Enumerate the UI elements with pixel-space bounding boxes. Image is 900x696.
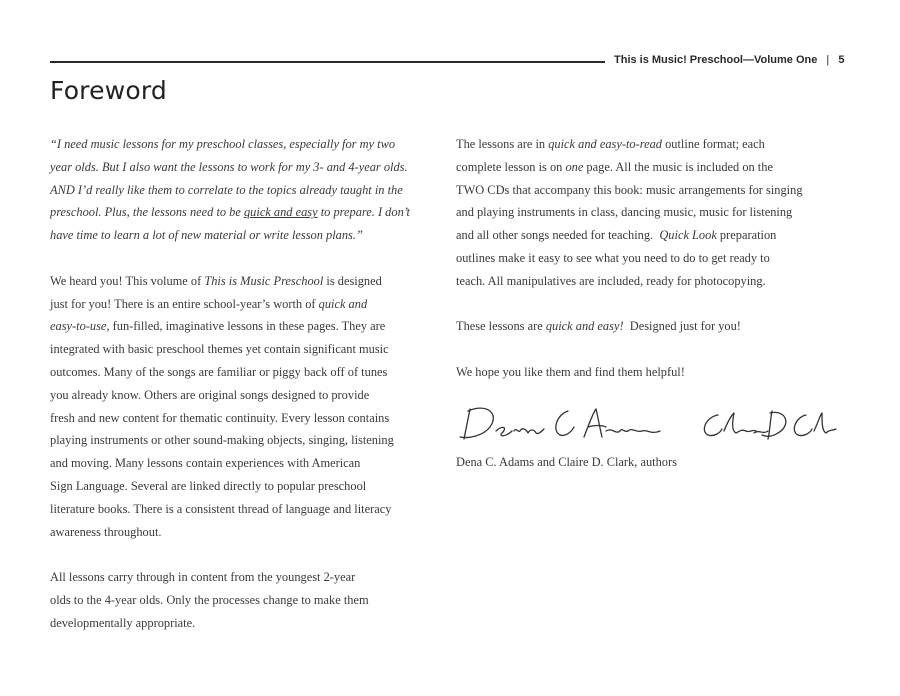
text-line: The lessons are in quick and easy-to-read outline format; each <box>456 137 765 151</box>
text-line: and all other songs needed for teaching. Quick Look preparation <box>456 228 777 243</box>
text-line: developmentally appropriate. <box>50 615 196 630</box>
text-line: awareness throughout. <box>50 524 162 539</box>
text-line: integrated with basic preschool themes yet contain significant music <box>50 342 389 357</box>
text-line: and playing instruments in class, dancing music, music for listening <box>456 205 793 220</box>
page-title: Foreword <box>50 76 167 105</box>
text-line: Dena C. Adams and Claire D. Clark, authors <box>456 454 677 469</box>
text-line: and moving. Many lessons contain experiences with American <box>50 456 361 471</box>
paragraph-all-lessons <box>50 566 450 634</box>
text-line: We heard you! This volume of This is Music Preschool is designed <box>50 273 382 288</box>
paragraph-lesson-format <box>456 133 851 293</box>
text-line: literature books. There is a consistent thread of language and literacy <box>50 501 392 516</box>
quick-and-easy-underline: quick and easy <box>243 205 318 220</box>
page-number: 5 <box>838 54 845 66</box>
quote-line: “I need music lessons for my preschool classes, especially for my two <box>50 137 396 151</box>
paragraph-quick-and-easy <box>456 315 851 338</box>
text-line: easy-to-use, fun-filled, imaginative lessons in these pages. They are <box>50 319 386 334</box>
text-line: We hope you like them and find them helpful! <box>456 364 685 379</box>
text-line: you already know. Others are original songs designed to provide <box>50 387 370 402</box>
text-line: All lessons carry through in content from the youngest 2-year <box>50 570 356 585</box>
author-signatures <box>456 401 841 449</box>
text-line: complete lesson is on one page. All the music is included on the <box>456 159 773 174</box>
text-line: playing instruments or other sound-making objects, singing, listening <box>50 433 394 448</box>
text-line: olds to the 4-year olds. Only the processes change to make them <box>50 592 369 607</box>
running-header <box>614 54 844 66</box>
quote-line: year olds. But I also want the lessons to work for my 3- and 4-year olds. <box>50 159 408 174</box>
left-column <box>50 133 450 657</box>
text-line: fresh and new content for thematic continuity. Every lesson contains <box>50 410 390 425</box>
text-line: teach. All manipulatives are included, ready for photocopying. <box>456 273 766 288</box>
signature-drawing <box>456 401 841 449</box>
header-separator: | <box>826 54 830 66</box>
text-line: outlines make it easy to see what you need to do to get ready to <box>456 250 770 265</box>
text-line: just for you! There is an entire school-year’s worth of quick and <box>50 296 368 311</box>
running-title: This is Music! Preschool—Volume One <box>614 54 818 66</box>
author-byline <box>456 451 851 474</box>
quote-line: have time to learn a lot of new material or write lesson plans.” <box>50 228 363 243</box>
text-line: Sign Language. Several are linked directly to popular preschool <box>50 478 367 493</box>
header-rule <box>50 61 605 63</box>
paragraph-hope <box>456 361 851 384</box>
paragraph-we-heard-you <box>50 270 450 544</box>
opening-quote <box>50 133 450 247</box>
right-column <box>456 133 851 496</box>
book-title-italic: This is Music Preschool <box>204 273 324 288</box>
quote-line: AND I’d really like them to correlate to the topics already taught in the <box>50 182 403 197</box>
quote-line: preschool. Plus, the lessons need to be quick and easy to prepare. I don’t <box>50 205 410 220</box>
text-line: These lessons are quick and easy! Designed just for you! <box>456 319 741 334</box>
text-line: outcomes. Many of the songs are familiar or piggy back off of tunes <box>50 364 388 379</box>
text-line: TWO CDs that accompany this book: music arrangements for singing <box>456 182 803 197</box>
